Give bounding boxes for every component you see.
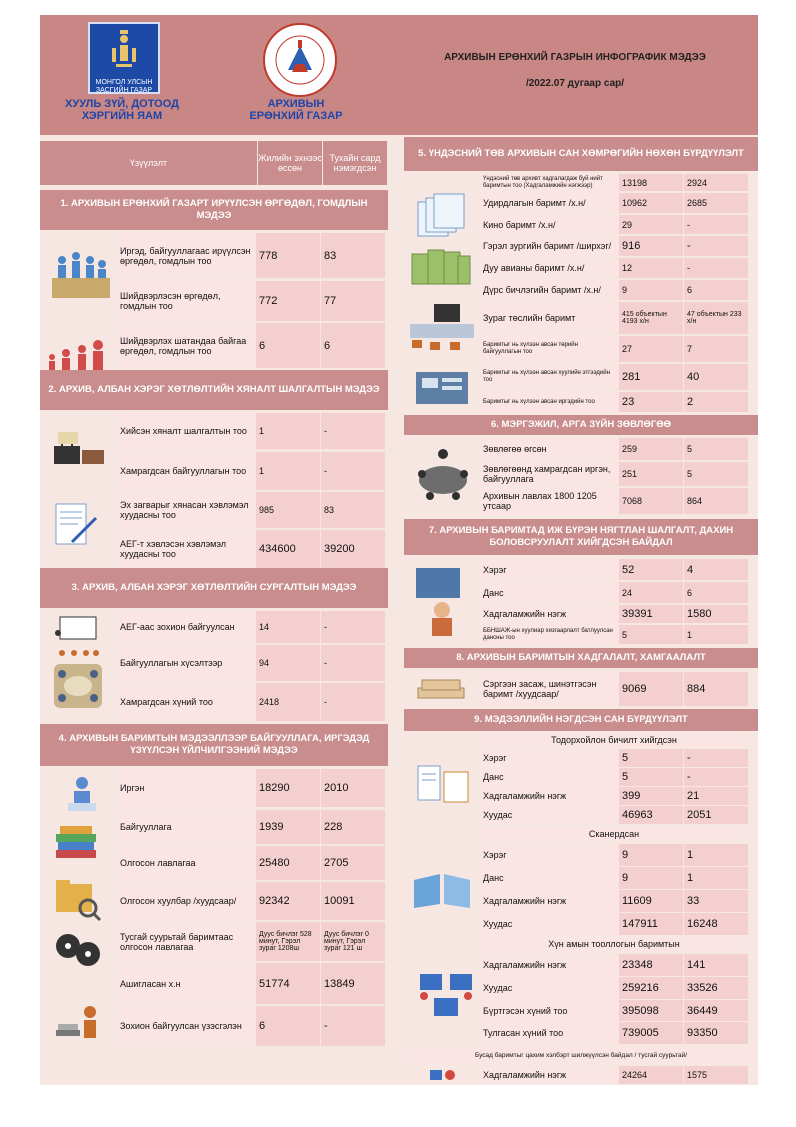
value-month: 2924 xyxy=(684,174,748,191)
row-label: Данс xyxy=(480,867,618,889)
value-month: - xyxy=(684,236,748,256)
row-label: Ашигласан х.н xyxy=(117,963,255,1004)
value-year: 51774 xyxy=(256,963,320,1004)
row-label: ББНШАЖ-ын хуулиар хязгаарлалт батлуулсан дансны тоо xyxy=(480,625,618,644)
header-year: Жилийн эхнээс өссөн xyxy=(258,141,322,185)
value-month: - xyxy=(684,258,748,278)
value-year: 9069 xyxy=(619,672,683,706)
value-month: 228 xyxy=(321,810,385,844)
s9-title: 9. МЭДЭЭЛЛИЙН НЭГДСЭН САН БҮРДҮҮЛЭЛТ xyxy=(404,709,758,731)
row-label: Хадгаламжийн нэгж xyxy=(480,954,618,976)
value-year: 2418 xyxy=(256,683,320,721)
value-month: 93350 xyxy=(684,1022,748,1044)
value-year: 46963 xyxy=(619,806,683,824)
value-year: 399 xyxy=(619,787,683,805)
s9-g2-title: Сканердсан xyxy=(480,827,748,841)
row-label: Данс xyxy=(480,768,618,786)
value-month: 1575 xyxy=(684,1066,748,1084)
value-year: 39391 xyxy=(619,605,683,623)
value-month: 2010 xyxy=(321,769,385,807)
value-year: 9 xyxy=(619,867,683,889)
page-title: АРХИВЫН ЕРӨНХИЙ ГАЗРЫН ИНФОГРАФИК МЭДЭЭ xyxy=(444,52,706,63)
row-label: Дүрс бичлэгийн баримт /х.н/ xyxy=(480,280,618,300)
value-year: 259216 xyxy=(619,977,683,999)
value-month: 1 xyxy=(684,625,748,644)
value-year: 25480 xyxy=(256,846,320,880)
value-month: 13849 xyxy=(321,963,385,1004)
value-month: 6 xyxy=(684,280,748,300)
row-label: Бүртгэсэн хүний тоо xyxy=(480,1000,618,1021)
row-label: Иргэд, байгууллагаас ирүүлсэн өргөдөл, гомдлын тоо xyxy=(117,233,255,278)
scanned-book-icon xyxy=(410,870,474,910)
row-label: Хадгаламжийн нэгж xyxy=(480,787,618,805)
value-year: 251 xyxy=(619,462,683,486)
value-month: - xyxy=(321,413,385,449)
value-month: 884 xyxy=(684,672,748,706)
row-label: Зохион байгуулсан үзэсгэлэн xyxy=(117,1006,255,1046)
infographic-papers-icon xyxy=(412,368,472,408)
archive-name: АРХИВЫН ЕРӨНХИЙ ГАЗАР xyxy=(249,98,343,122)
s3-title: 3. АРХИВ, АЛБАН ХЭРЭГ ХӨТЛӨЛТИЙН СУРГАЛТЫН МЭДЭЭ xyxy=(40,568,388,608)
value-month: 40 xyxy=(684,364,748,390)
s8-title: 8. АРХИВЫН БАРИМТЫН ХАДГАЛАЛТ, ХАМГААЛАЛТ xyxy=(404,648,758,668)
value-month: 2 xyxy=(684,392,748,412)
value-month: - xyxy=(684,768,748,786)
row-label: Байгууллага xyxy=(117,810,255,844)
value-year: 9 xyxy=(619,844,683,866)
row-label: Зөвлөгөөнд хамрагдсан иргэн, байгууллага xyxy=(480,462,618,486)
value-month: 2685 xyxy=(684,193,748,213)
value-year: 52 xyxy=(619,559,683,580)
value-year: 1 xyxy=(256,413,320,449)
value-month: 16248 xyxy=(684,913,748,935)
row-label: Зураг төслийн баримт xyxy=(480,302,618,334)
value-year: 23 xyxy=(619,392,683,412)
reading-person-icon xyxy=(62,773,102,813)
value-year: 10962 xyxy=(619,193,683,213)
row-label: Удирдлагын баримт /х.н/ xyxy=(480,193,618,213)
value-month: 2051 xyxy=(684,806,748,824)
value-month: 33526 xyxy=(684,977,748,999)
ministry-logo xyxy=(88,22,160,94)
row-label: Архивын лавлах 1800 1205 утсаар xyxy=(480,488,618,514)
row-label: Олгосон хуулбар /хуудсаар/ xyxy=(117,882,255,920)
s1-title: 1. АРХИВЫН ЕРӨНХИЙ ГАЗАРТ ИРҮҮЛСЭН ӨРГӨДӨЛ, ГОМДЛЫН МЭДЭЭ xyxy=(40,190,388,230)
value-month: 36449 xyxy=(684,1000,748,1021)
value-month: 4 xyxy=(684,559,748,580)
value-year: 147911 xyxy=(619,913,683,935)
row-label: Олгосон лавлагаа xyxy=(117,846,255,880)
s4-title: 4. АРХИВЫН БАРИМТЫН МЭДЭЭЛЛЭЭР БАЙГУУЛЛАГА, ИРГЭДЭД ҮЗҮҮЛСЭН ҮЙЛЧИЛГЭЭНИЙ МЭДЭЭ xyxy=(40,724,388,766)
value-year: 24264 xyxy=(619,1066,683,1084)
s9-g3-title: Хүн амын тооллогын баримтын xyxy=(480,937,748,951)
row-label: Баримтыг нь хүлээн авсан иргэдийн тоо xyxy=(480,392,618,412)
s6-title: 6. МЭРГЭЖИЛ, АРГА ЗҮЙН ЗӨВЛӨГӨӨ xyxy=(404,415,758,435)
row-label: Шийдвэрлэсэн өргөдөл, гомдлын тоо xyxy=(117,281,255,321)
value-month: 21 xyxy=(684,787,748,805)
row-label: Хамрагдсан байгууллагын тоо xyxy=(117,452,255,490)
row-label: Хийсэн хяналт шалгалтын тоо xyxy=(117,413,255,449)
film-reels-icon xyxy=(52,928,104,976)
row-label: Баримтыг нь хүлээн авсан хуулийн этгээдийн тоо xyxy=(480,364,618,390)
row-label: Байгууллагын хүсэлтээр xyxy=(117,645,255,681)
row-label: Тулгасан хүний тоо xyxy=(480,1022,618,1044)
row-label: Шийдвэрлэх шатандаа байгаа өргөдөл, гомдлын тоо xyxy=(117,323,255,368)
value-month: 77 xyxy=(321,281,385,321)
value-year: 94 xyxy=(256,645,320,681)
people-crowd-icon xyxy=(48,238,114,308)
value-month: - xyxy=(684,749,748,767)
value-year: 6 xyxy=(256,1006,320,1046)
s9-g4-title: Бусад баримтыг цахим хэлбэрт шилжүүлсэн байдал / тусгай суурьтай/ xyxy=(404,1047,758,1063)
reader-books-icon xyxy=(50,1000,106,1050)
value-year: 6 xyxy=(256,323,320,368)
value-year: 29 xyxy=(619,215,683,234)
row-label: Хэрэг xyxy=(480,844,618,866)
value-month: 39200 xyxy=(321,530,385,568)
paper-rolls-icon xyxy=(414,674,468,704)
value-month: 2705 xyxy=(321,846,385,880)
clipboard-doc-icon xyxy=(412,760,474,808)
row-label: Хамрагдсан хүний тоо xyxy=(117,683,255,721)
documents-stack-icon xyxy=(412,192,472,242)
value-month: 141 xyxy=(684,954,748,976)
value-month: 1580 xyxy=(684,605,748,623)
row-label: Хадгаламжийн нэгж xyxy=(480,1066,618,1084)
value-month: 5 xyxy=(684,462,748,486)
row-label: Хэрэг xyxy=(480,559,618,580)
row-label: Хадгаламжийн нэгж xyxy=(480,605,618,623)
value-year: 772 xyxy=(256,281,320,321)
queue-people-icon xyxy=(44,335,116,371)
value-year: 985 xyxy=(256,492,320,528)
row-label: Хуудас xyxy=(480,977,618,999)
row-label: АЕГ-т хэвлэсэн хэвлэмэл хуудасны тоо xyxy=(117,530,255,568)
value-month: 33 xyxy=(684,890,748,912)
value-year: 778 xyxy=(256,233,320,278)
value-year: 259 xyxy=(619,438,683,460)
row-label: Тусгай суурьтай баримтаас олгосон лавлагаа xyxy=(117,922,255,961)
row-label: Кино баримт /х.н/ xyxy=(480,215,618,234)
row-label: Үндэсний төв архивт хадгалагдаж буй нийт баримтын тоо (Хадгаламжийн нэгжээр) xyxy=(480,174,618,191)
value-month: 7 xyxy=(684,336,748,362)
value-month: 864 xyxy=(684,488,748,514)
briefcase-icon xyxy=(48,418,108,478)
row-label: Сэргээн засаж, шинэтгэсэн баримт /хуудсаар/ xyxy=(480,672,618,706)
value-year: 14 xyxy=(256,611,320,643)
value-month: 83 xyxy=(321,233,385,278)
header-month: Тухайн сард нэмэгдсэн xyxy=(323,141,387,185)
page-subtitle: /2022.07 дугаар сар/ xyxy=(525,78,625,89)
teacher-board-icon xyxy=(50,615,102,663)
row-label: Дуу авианы баримт /х.н/ xyxy=(480,258,618,278)
value-month: - xyxy=(321,645,385,681)
file-folders-icon xyxy=(408,240,474,288)
value-month: 6 xyxy=(321,323,385,368)
value-year: 11609 xyxy=(619,890,683,912)
value-year: 434600 xyxy=(256,530,320,568)
value-year: 18290 xyxy=(256,769,320,807)
consulting-meeting-icon xyxy=(410,440,476,506)
value-year: 92342 xyxy=(256,882,320,920)
value-month: 1 xyxy=(684,844,748,866)
value-year: 24 xyxy=(619,582,683,603)
value-month: 1 xyxy=(684,867,748,889)
books-stack-icon xyxy=(52,814,100,860)
folder-magnifier-icon xyxy=(52,874,104,924)
value-year: 27 xyxy=(619,336,683,362)
value-year: 5 xyxy=(619,768,683,786)
value-year: 5 xyxy=(619,749,683,767)
value-year: 12 xyxy=(619,258,683,278)
value-year: 415 объектын 4193 х/н xyxy=(619,302,683,334)
value-year: 13198 xyxy=(619,174,683,191)
value-year: 281 xyxy=(619,364,683,390)
value-year: 7068 xyxy=(619,488,683,514)
value-year: 1939 xyxy=(256,810,320,844)
value-month: - xyxy=(321,683,385,721)
value-year: 739005 xyxy=(619,1022,683,1044)
value-month: - xyxy=(321,1006,385,1046)
row-label: АЕГ-аас зохион байгуулсан xyxy=(117,611,255,643)
ministry-name: ХУУЛЬ ЗҮЙ, ДОТООД ХЭРГИЙН ЯАМ xyxy=(65,98,179,122)
value-year: 23348 xyxy=(619,954,683,976)
header-indicator: Үзүүлэлт xyxy=(40,141,257,185)
value-month: 83 xyxy=(321,492,385,528)
s2-title: 2. АРХИВ, АЛБАН ХЭРЭГ ХӨТЛӨЛТИЙН ХЯНАЛТ ШАЛГАЛТЫН МЭДЭЭ xyxy=(40,370,388,410)
row-label: Эх загварыг хянасан хэвлэмэл хуудасны тоо xyxy=(117,492,255,528)
document-pen-icon xyxy=(52,500,100,550)
value-month: 10091 xyxy=(321,882,385,920)
value-year: 5 xyxy=(619,625,683,644)
row-label: Иргэн xyxy=(117,769,255,807)
row-label: Хэрэг xyxy=(480,749,618,767)
row-label: Баримтыг нь хүлээн авсан төрийн байгууллагын тоо xyxy=(480,336,618,362)
value-month: 47 объектын 233 х/н xyxy=(684,302,748,334)
value-month: 6 xyxy=(684,582,748,603)
s5-title: 5. ҮНДЭСНИЙ ТӨВ АРХИВЫН САН ХӨМРӨГИЙН НӨХӨН БҮРДҮҮЛЭЛТ xyxy=(404,137,758,171)
value-month: 5 xyxy=(684,438,748,460)
digital-transfer-icon xyxy=(428,1068,458,1082)
value-year: 1 xyxy=(256,452,320,490)
row-label: Гэрэл зургийн баримт /ширхэг/ xyxy=(480,236,618,256)
value-year: Дуус бичлэг 528 минут, Гэрэл зураг 1208ш xyxy=(256,922,320,961)
row-label: Хадгаламжийн нэгж xyxy=(480,890,618,912)
ministry-logo-text: МОНГОЛ УЛСЫН ЗАСГИЙН ГАЗАР xyxy=(95,79,153,94)
row-label: Зөвлөгөө өгсөн xyxy=(480,438,618,460)
value-year: 395098 xyxy=(619,1000,683,1021)
value-month: - xyxy=(321,611,385,643)
row-label: Хуудас xyxy=(480,806,618,824)
meeting-table-icon xyxy=(50,660,106,712)
value-month: - xyxy=(684,215,748,234)
s9-g1-title: Тодорхойлон бичилт хийгдсэн xyxy=(480,733,748,747)
desk-worker-icon xyxy=(412,560,472,640)
archive-seal-logo xyxy=(260,20,340,100)
value-year: 916 xyxy=(619,236,683,256)
value-month: - xyxy=(321,452,385,490)
census-computers-icon xyxy=(414,966,478,1024)
value-year: 9 xyxy=(619,280,683,300)
workstation-icon xyxy=(406,302,478,354)
row-label: Хуудас xyxy=(480,913,618,935)
row-label: Данс xyxy=(480,582,618,603)
value-month: Дуус бичлэг 0 минут, Гэрэл зураг 121 ш xyxy=(321,922,385,961)
s7-title: 7. АРХИВЫН БАРИМТАД ИЖ БҮРЭН НЯГТЛАН ШАЛГАЛТ, ДАХИН БОЛОВСРУУЛАЛТ ХИЙГДСЭН БАЙДАЛ xyxy=(404,519,758,555)
